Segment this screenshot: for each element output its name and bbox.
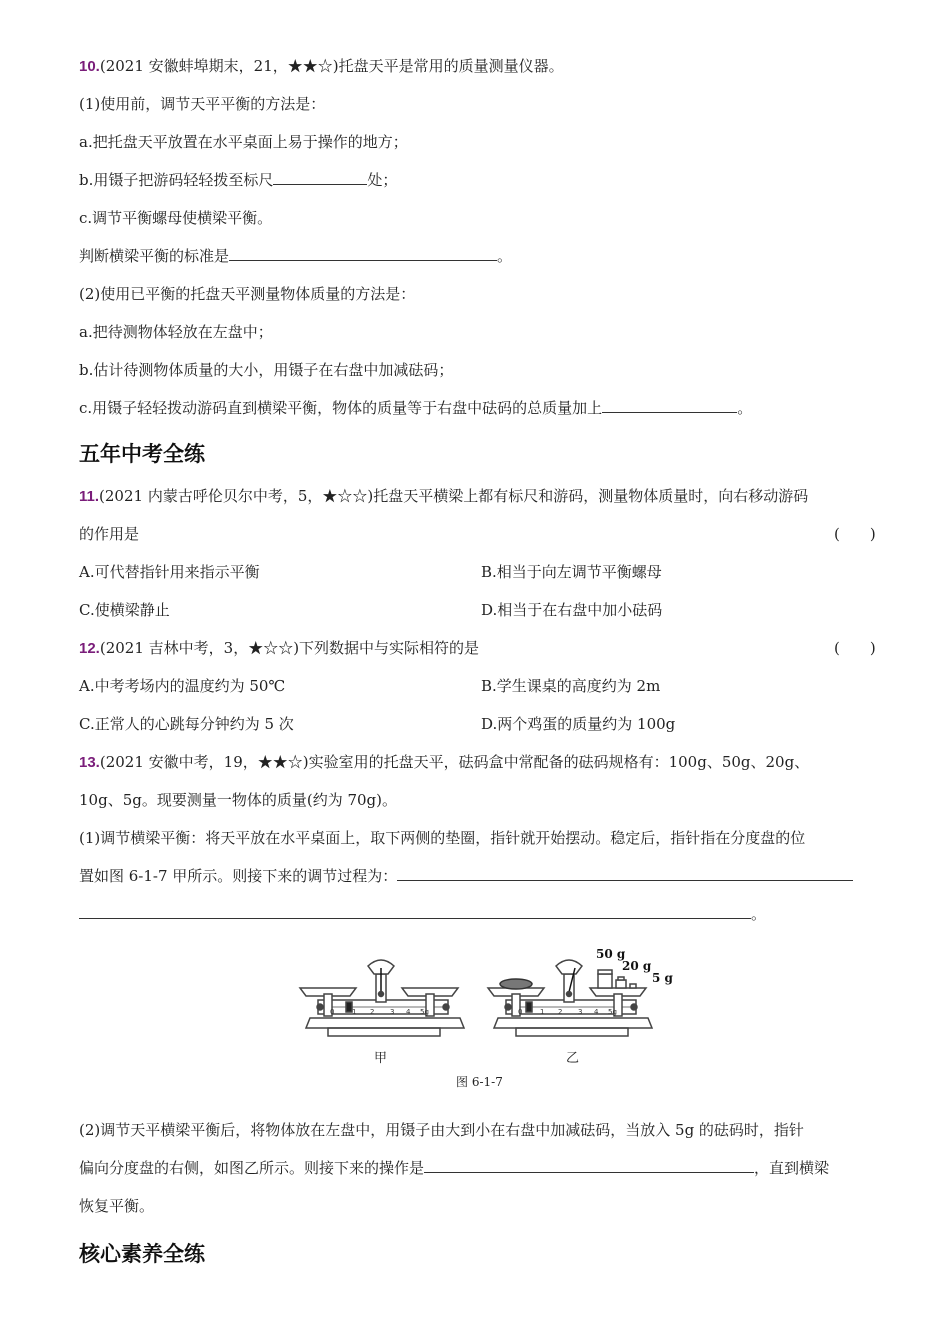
q11-stem-line — [79, 486, 808, 507]
q10-stem-line — [79, 56, 564, 77]
question-stem: (2021 内蒙古呼伦贝尔中考，5，★☆☆)托盘天平横梁上都有标尺和游码，测量物体质量时，向右移动游码 — [99, 487, 809, 505]
q10-step-b2: b.估计待测物体质量的大小，用镊子在右盘中加减砝码； — [79, 361, 454, 379]
weight-label-50g: 50 g — [596, 947, 626, 961]
q10-step-a: a.把托盘天平放置在水平桌面上易于操作的地方； — [79, 133, 408, 151]
q10-judge-line — [79, 246, 512, 266]
section-heading-core-literacy: 核心素养全练 — [79, 1242, 205, 1266]
q12-answer-paren[interactable]: ( ) — [834, 639, 876, 657]
scale-tick-label: 4 — [594, 1008, 599, 1016]
question-stem: (2021 安徽中考，19，★★☆)实验室用的托盘天平，砝码盒中常配备的砝码规格有：100g、50g、20g、 — [99, 753, 810, 771]
weight-5g — [630, 984, 636, 988]
weight-label-5g: 5 g — [652, 971, 673, 985]
q13-stem-line2: 10g、5g。现要测量一物体的质量(约为 70g)。 — [79, 791, 397, 809]
q13-part1-line2 — [79, 866, 853, 886]
section-heading-five-year: 五年中考全练 — [79, 442, 205, 466]
step-b-text: b.用镊子把游码轻轻拨至标尺 — [79, 171, 274, 189]
q10-step-a2: a.把待测物体轻放在左盘中； — [79, 323, 273, 341]
q13-part1-line3 — [79, 904, 766, 924]
q11-answer-paren[interactable]: ( ) — [834, 525, 876, 543]
q10-step-c: c.调节平衡螺母使横梁平衡。 — [79, 209, 273, 227]
question-number: 10. — [79, 58, 100, 75]
judge-text: 判断横梁平衡的标准是 — [79, 247, 230, 265]
q13-part1: (1)调节横梁平衡：将天平放在水平桌面上，取下两侧的垫圈，指针就开始摆动。稳定后，指针指在分度盘的位 — [79, 829, 806, 847]
question-number: 12. — [79, 640, 100, 657]
scale-tick-label: 2 — [370, 1008, 375, 1016]
q11-option-c[interactable]: C.使横梁静止 — [79, 601, 170, 619]
step-b-suffix: 处； — [367, 171, 398, 189]
scale-tick-label: 3 — [578, 1008, 583, 1016]
scale-tick-label: 0 — [518, 1008, 523, 1016]
answer-blank-balance-standard[interactable] — [229, 246, 497, 261]
balance-left-jia — [300, 960, 464, 1036]
q13-stem-line — [79, 752, 809, 773]
q11-stem-line2: 的作用是 — [79, 525, 140, 543]
scale-tick-label: 4 — [406, 1008, 411, 1016]
scale-tick-label: 2 — [558, 1008, 563, 1016]
weight-label-20g: 20 g — [622, 959, 652, 973]
figure-caption: 图 6-1-7 — [456, 1075, 503, 1089]
part2-suffix: ，直到横梁 — [754, 1159, 830, 1177]
object-on-pan — [500, 979, 532, 989]
scale-tick-label: 3 — [390, 1008, 395, 1016]
q11-option-b[interactable]: B.相当于向左调节平衡螺母 — [481, 563, 662, 581]
scale-tick-label: 1 — [540, 1008, 545, 1016]
base-a — [306, 1018, 464, 1028]
rider-b — [526, 1002, 532, 1012]
scale-tick-label: 1 — [352, 1008, 357, 1016]
q12-option-d[interactable]: D.两个鸡蛋的质量约为 100g — [481, 715, 676, 733]
part2-prompt: 偏向分度盘的右侧，如图乙所示。则接下来的操作是 — [79, 1159, 425, 1177]
answer-blank-rider-reading[interactable] — [602, 398, 737, 413]
q12-option-b[interactable]: B.学生课桌的高度约为 2m — [481, 677, 661, 695]
answer-blank-next-operation[interactable] — [424, 1158, 754, 1173]
q10-part2: (2)使用已平衡的托盘天平测量物体质量的方法是： — [79, 285, 416, 303]
q10-step-b — [79, 170, 397, 190]
step-c2-text: c.用镊子轻轻拨动游码直到横梁平衡，物体的质量等于右盘中砝码的总质量加上 — [79, 399, 603, 417]
question-number: 11. — [79, 488, 100, 505]
q12-stem-line — [79, 638, 479, 659]
weight-20g — [616, 980, 626, 988]
balance-figure — [290, 944, 690, 1094]
q13-part2-line3: 恢复平衡。 — [79, 1197, 155, 1215]
figure-label-jia: 甲 — [374, 1051, 388, 1066]
base-b — [494, 1018, 652, 1028]
q13-part2-line2 — [79, 1158, 829, 1178]
q11-option-d[interactable]: D.相当于在右盘中加小砝码 — [481, 601, 663, 619]
q11-option-a[interactable]: A.可代替指针用来指示平衡 — [79, 563, 260, 581]
part1-suffix: 。 — [751, 905, 767, 923]
figure-label-yi: 乙 — [566, 1051, 580, 1066]
answer-blank-adjust-process-1[interactable] — [397, 866, 853, 881]
q12-option-a[interactable]: A.中考考场内的温度约为 50℃ — [79, 677, 286, 695]
part1-prompt: 置如图 6-1-7 甲所示。则接下来的调节过程为： — [79, 867, 398, 885]
q12-option-c[interactable]: C.正常人的心跳每分钟约为 5 次 — [79, 715, 294, 733]
scale-tick-label: 5g — [608, 1008, 617, 1016]
question-number: 13. — [79, 754, 100, 771]
judge-suffix: 。 — [497, 247, 513, 265]
answer-blank-scale-position[interactable] — [273, 170, 367, 185]
dial-b — [556, 960, 582, 974]
scale-tick-label: 5g — [420, 1008, 429, 1016]
step-c2-suffix: 。 — [737, 399, 753, 417]
weight-50g — [598, 974, 612, 988]
question-stem: (2021 安徽蚌埠期末，21，★★☆)托盘天平是常用的质量测量仪器。 — [99, 57, 564, 75]
answer-blank-adjust-process-2[interactable] — [79, 904, 751, 919]
q10-step-c2 — [79, 398, 752, 418]
question-stem: (2021 吉林中考，3，★☆☆)下列数据中与实际相符的是 — [99, 639, 480, 657]
scale-tick-label: 0 — [330, 1008, 335, 1016]
q13-part2: (2)调节天平横梁平衡后，将物体放在左盘中，用镊子由大到小在右盘中加减砝码，当放入 5g 的砝码时，指针 — [79, 1121, 804, 1139]
q10-part1: (1)使用前，调节天平平衡的方法是： — [79, 95, 326, 113]
